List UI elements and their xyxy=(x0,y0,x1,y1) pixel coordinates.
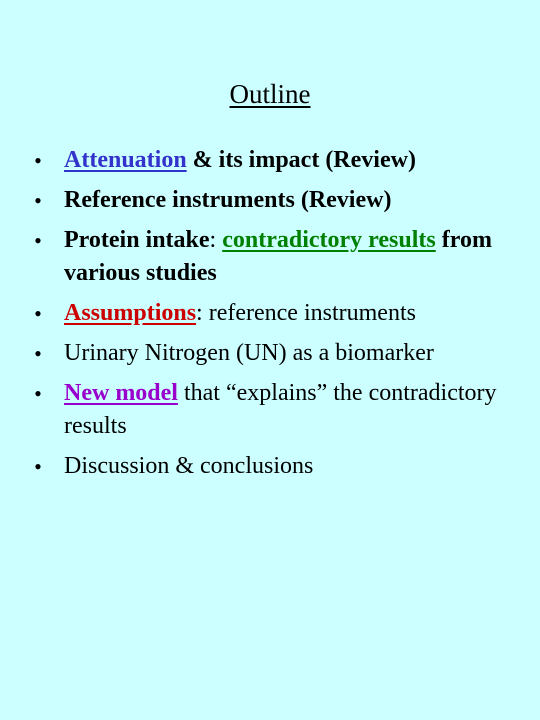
protein-intake-rest: from various studies xyxy=(64,227,492,286)
outline-list xyxy=(28,144,528,490)
list-item-discussion xyxy=(28,450,528,483)
bullet-dot-icon: • xyxy=(34,188,42,213)
bullet-dot-icon: • xyxy=(34,148,42,173)
discussion-text: Discussion & conclusions xyxy=(64,453,314,479)
urinary-nitrogen-text: Urinary Nitrogen (UN) as a biomarker xyxy=(64,340,434,366)
bullet-dot-icon: • xyxy=(34,454,42,479)
reference-instruments-text: Reference instruments (Review) xyxy=(64,187,392,213)
contradictory-results-link[interactable]: contradictory results xyxy=(222,227,436,253)
list-item-reference-instruments xyxy=(28,184,528,217)
list-item-new-model xyxy=(28,377,528,443)
protein-intake-separator: : xyxy=(209,227,223,253)
list-item-urinary-nitrogen xyxy=(28,337,528,370)
attenuation-link[interactable]: Attenuation xyxy=(64,147,187,173)
bullet-dot-icon: • xyxy=(34,341,42,366)
protein-intake-prefix: Protein intake xyxy=(64,227,210,253)
bullet-dot-icon: • xyxy=(34,228,42,253)
assumptions-label[interactable]: Assumptions xyxy=(64,300,197,326)
slide-title: Outline xyxy=(229,79,311,109)
new-model-rest: that “explains” the contradictory results xyxy=(64,380,497,439)
assumptions-rest: : reference instruments xyxy=(196,300,416,326)
attenuation-rest: & its impact (Review) xyxy=(186,147,416,173)
bullet-dot-icon: • xyxy=(34,381,42,406)
bullet-dot-icon: • xyxy=(34,301,42,326)
list-item-attenuation xyxy=(28,144,528,177)
list-item-assumptions xyxy=(28,297,528,330)
new-model-link[interactable]: New model xyxy=(64,380,178,406)
list-item-protein-intake xyxy=(28,224,528,290)
